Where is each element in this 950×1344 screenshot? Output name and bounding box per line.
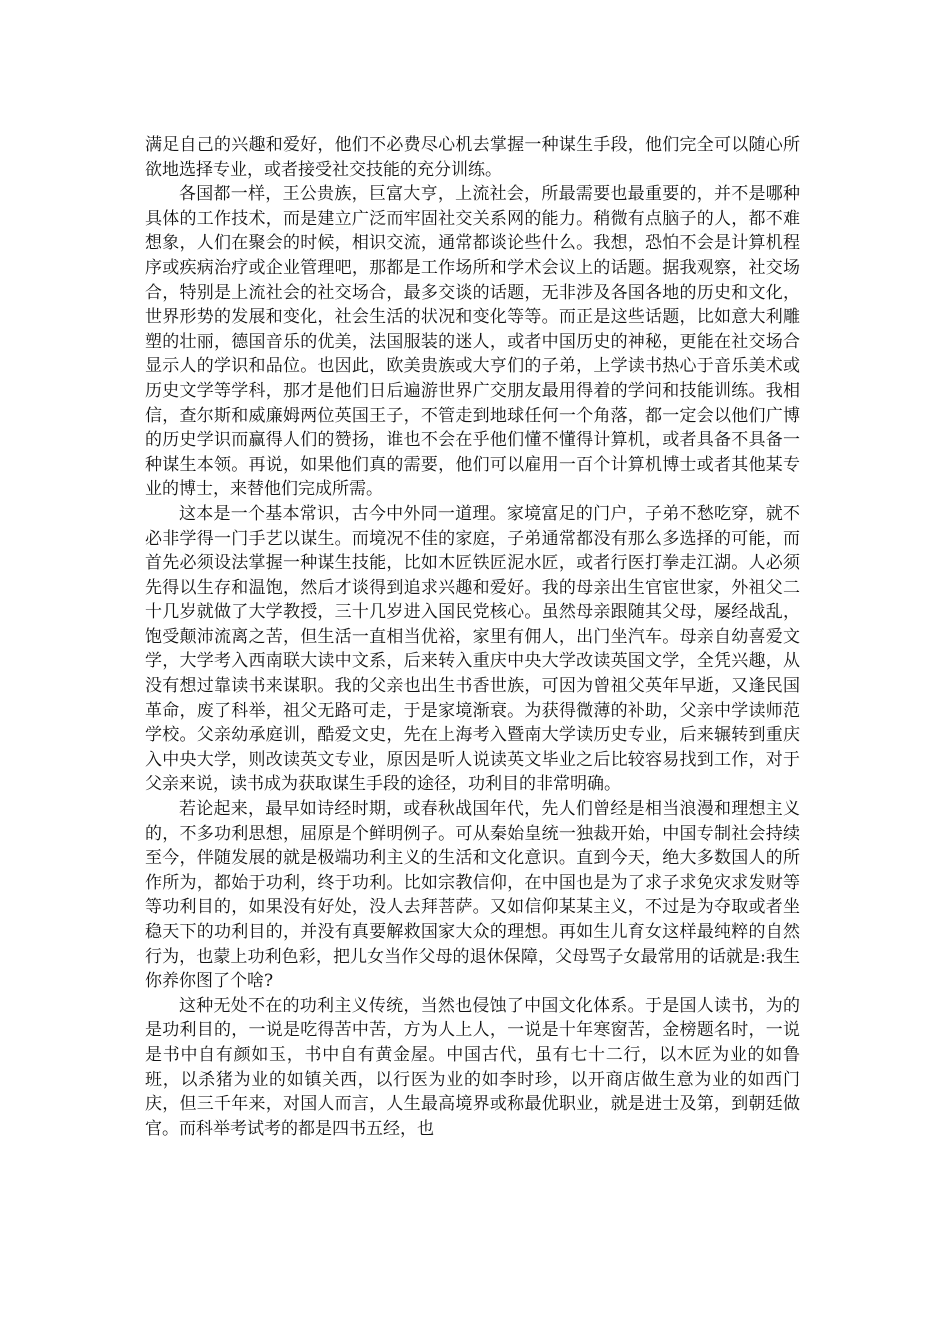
paragraph-4: 若论起来，最早如诗经时期，或春秋战国年代，先人们曾经是相当浪漫和理想主义的，不多功利思想，屈原是个鲜明例子。可从秦始皇统一独裁开始，中国专制社会持续至今，伴随发展的就是极端功利主义的生活和文化意识。直到今天，绝大多数国人的所作所为，都始于功利，终于功利。比如宗教信仰，在中国也是为了求子求免灾求发财等等功利目的，如果没有好处，没人去拜菩萨。又如信仰某某主义，不过是为夺取或者坐稳天下的功利目的，并没有真要解救国家大众的理想。再如生儿育女这样最纯粹的自然行为，也蒙上功利色彩，把儿女当作父母的退休保障，父母骂子女最常用的话就是:我生你养你图了个啥? xyxy=(145,799,800,992)
paragraph-3: 这本是一个基本常识，古今中外同一道理。家境富足的门户，子弟不愁吃穿，就不必非学得一门手艺以谋生。而境况不佳的家庭，子弟通常都没有那么多选择的可能，而首先必须设法掌握一种谋生技能，比如木匠铁匠泥水匠，或者行医打拳走江湖。人必须先得以生存和温饱，然后才谈得到追求兴趣和爱好。我的母亲出生官宦世家，外祖父二十几岁就做了大学教授，三十几岁进入国民党核心。虽然母亲跟随其父母，屡经战乱，饱受颠沛流离之苦，但生活一直相当优裕，家里有佣人，出门坐汽车。母亲自幼喜爱文学，大学考入西南联大读中文系，后来转入重庆中央大学改读英国文学，全凭兴趣，从没有想过靠读书来谋职。我的父亲也出生书香世族，可因为曾祖父英年早逝，又逢民国革命，废了科举，祖父无路可走，于是家境渐衰。为获得微薄的补助，父亲中学读师范学校。父亲幼承庭训，酷爱文史，先在上海考入暨南大学读历史专业，后来辗转到重庆入中央大学，则改读英文专业，原因是听人说读英文毕业之后比较容易找到工作，对于父亲来说，读书成为获取谋生手段的途径，功利目的非常明确。 xyxy=(145,503,800,795)
paragraph-2: 各国都一样，王公贵族，巨富大亨，上流社会，所最需要也最重要的，并不是哪种具体的工作技术，而是建立广泛而牢固社交关系网的能力。稍微有点脑子的人，都不难想象，人们在聚会的时候，相识交流，通常都谈论些什么。我想，恐怕不会是计算机程序或疾病治疗或企业管理吧，那都是工作场所和学术会议上的话题。据我观察，社交场合，特别是上流社会的社交场合，最多交谈的话题，无非涉及各国各地的历史和文化，世界形势的发展和变化，社会生活的状况和变化等等。而正是这些话题，比如意大利雕塑的壮丽，德国音乐的优美，法国服装的迷人，或者中国历史的神秘，更能在社交场合显示人的学识和品位。也因此，欧美贵族或大亨们的子弟，上学读书热心于音乐美术或历史文学等学科，那才是他们日后遍游世界广交朋友最用得着的学问和技能训练。我相信，查尔斯和威廉姆两位英国王子，不管走到地球任何一个角落，都一定会以他们广博的历史学识而赢得人们的赞扬，谁也不会在乎他们懂不懂得计算机，或者具备不具备一种谋生本领。再说，如果他们真的需要，他们可以雇用一百个计算机博士或者其他某专业的博士，来替他们完成所需。 xyxy=(145,184,800,500)
paragraph-5: 这种无处不在的功利主义传统，当然也侵蚀了中国文化体系。于是国人读书，为的是功利目的，一说是吃得苦中苦，方为人上人，一说是十年寒窗苦，金榜题名时，一说是书中自有颜如玉，书中自有黄金屋。中国古代，虽有七十二行，以木匠为业的如鲁班，以杀猪为业的如镇关西，以行医为业的如李时珍，以开商店做生意为业的如西门庆，但三千年来，对国人而言，人生最高境界或称最优职业，就是进士及第，到朝廷做官。而科举考试考的都是四书五经，也 xyxy=(145,995,800,1139)
paragraph-1: 满足自己的兴趣和爱好，他们不必费尽心机去掌握一种谋生手段，他们完全可以随心所欲地选择专业，或者接受社交技能的充分训练。 xyxy=(145,135,800,180)
document-body xyxy=(145,133,800,1141)
